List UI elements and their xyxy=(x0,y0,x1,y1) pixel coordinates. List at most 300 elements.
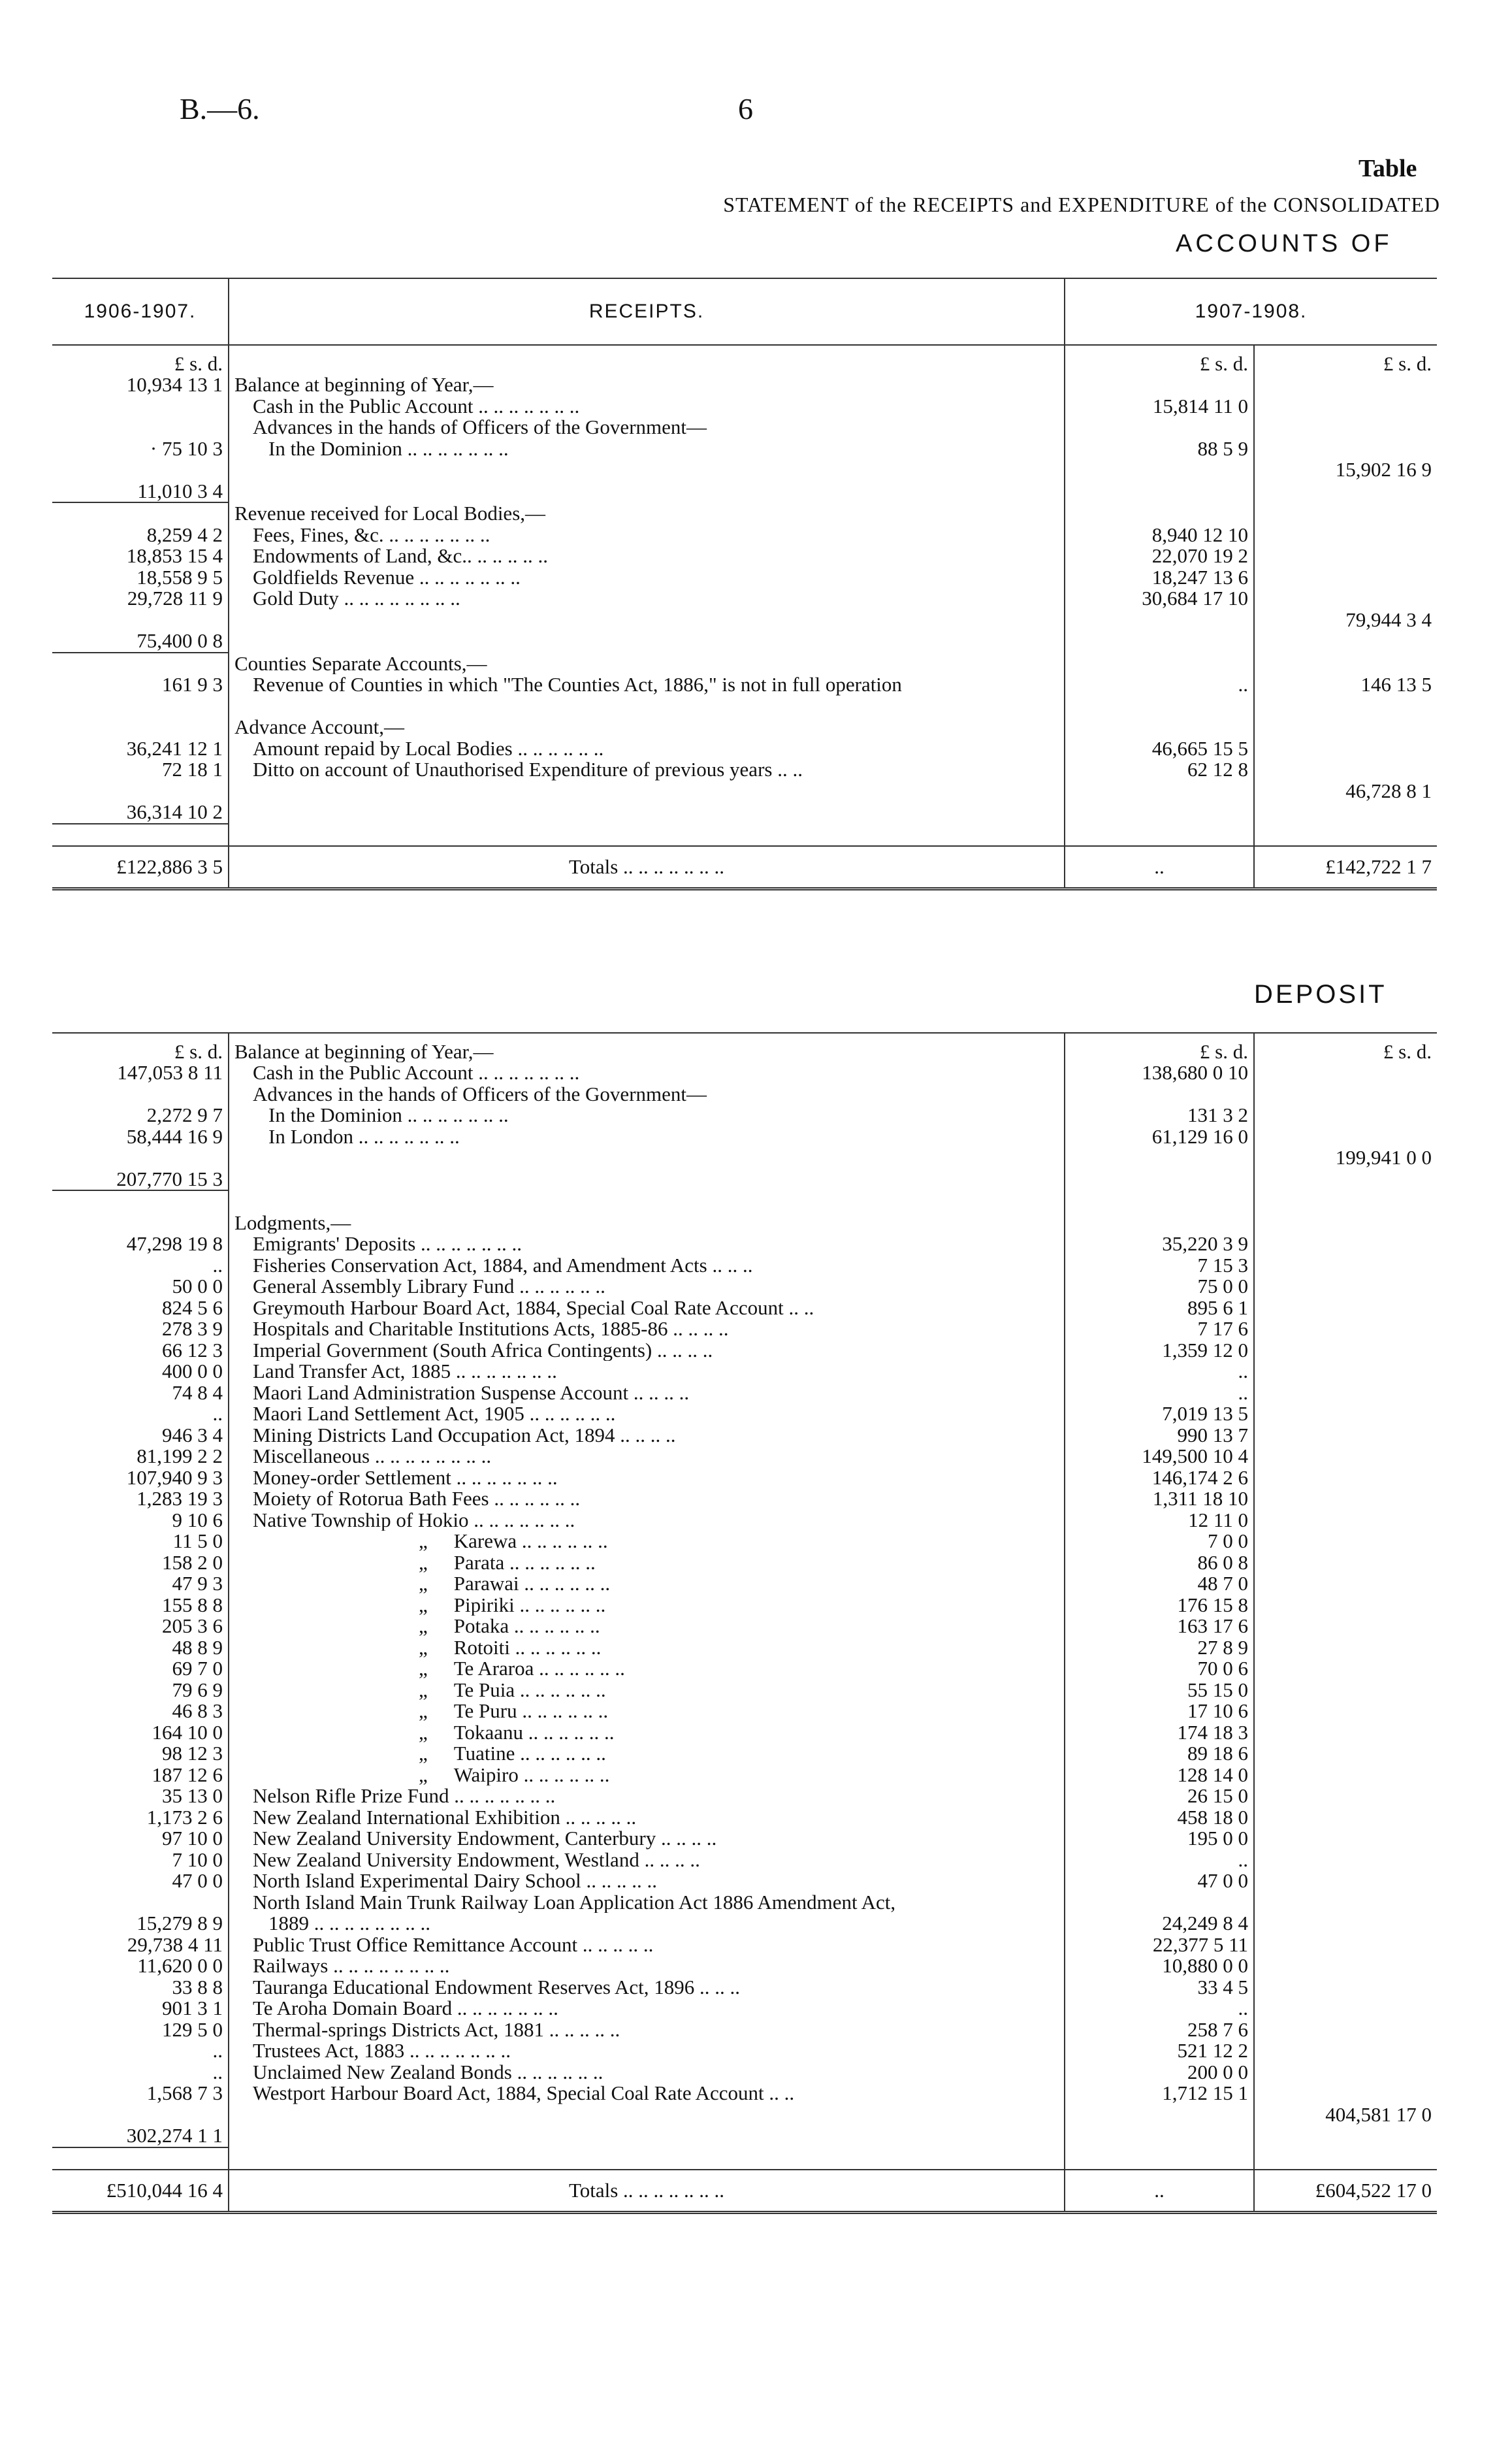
amount-total xyxy=(1254,1828,1437,1850)
table-row xyxy=(52,1403,1437,1425)
table-row xyxy=(52,438,1437,460)
ditto-mark: „ xyxy=(419,1743,428,1765)
amount-prev: .. xyxy=(212,1403,223,1425)
amount-total xyxy=(1254,417,1437,438)
amount-total xyxy=(1254,2125,1437,2147)
table-row xyxy=(52,417,1437,438)
ditto-mark: „ xyxy=(419,1658,428,1680)
row-description: Mining Districts Land Occupation Act, 1894 .. .. .. .. xyxy=(229,1425,1065,1446)
amount-detail: 22,070 19 2 xyxy=(1065,546,1254,567)
deposit-title: DEPOSIT xyxy=(1254,980,1387,1009)
row-description: Fisheries Conservation Act, 1884, and Amendment Acts .. .. .. xyxy=(229,1255,1065,1277)
amount-prev: 302,274 1 1 xyxy=(52,2125,229,2147)
amount-total xyxy=(1254,2062,1437,2083)
row-description xyxy=(229,1616,1065,1637)
receipts-table xyxy=(52,278,1437,890)
amount-total xyxy=(1254,1276,1437,1297)
table-row xyxy=(52,1934,1437,1956)
row-description xyxy=(229,696,1065,717)
table-row xyxy=(52,502,1437,525)
amount-total xyxy=(1254,824,1437,847)
table-row xyxy=(52,1126,1437,1148)
amount-total xyxy=(1254,1510,1437,1531)
table-row xyxy=(52,1998,1437,2019)
amount-total xyxy=(1254,1722,1437,1744)
table-row xyxy=(52,546,1437,567)
amount-prev: 9 10 6 xyxy=(172,1509,223,1531)
amount-prev xyxy=(52,696,229,717)
table-row xyxy=(52,525,1437,546)
row-description: In the Dominion .. .. .. .. .. .. .. xyxy=(229,438,1065,460)
table-row xyxy=(52,1255,1437,1277)
amount-total xyxy=(1254,1913,1437,1934)
table-row xyxy=(52,1510,1437,1531)
amount-prev xyxy=(52,2104,229,2126)
amount-total xyxy=(1254,1467,1437,1489)
township-name: Tuatine .. .. .. .. .. .. xyxy=(453,1743,606,1765)
amount-detail xyxy=(1065,1892,1254,1914)
amount-prev: 946 3 4 xyxy=(162,1424,223,1446)
row-description: Endowments of Land, &c.. .. .. .. .. .. xyxy=(229,546,1065,567)
unit-prev: £ s. d. xyxy=(174,1039,223,1062)
amount-total: 199,941 0 0 xyxy=(1335,1147,1432,1169)
amount-total xyxy=(1254,1084,1437,1105)
table-row xyxy=(52,1169,1437,1191)
row-description xyxy=(229,1531,1065,1552)
amount-detail: 24,249 8 4 xyxy=(1065,1913,1254,1934)
amount-detail: 176 15 8 xyxy=(1065,1595,1254,1616)
col-1906-1907: 1906-1907. xyxy=(52,278,229,345)
township-name: Te Puia .. .. .. .. .. .. xyxy=(453,1679,606,1701)
township-name: Waipiro .. .. .. .. .. .. xyxy=(453,1764,610,1786)
amount-total xyxy=(1254,1531,1437,1552)
amount-detail xyxy=(1065,1084,1254,1105)
amount-total xyxy=(1254,1361,1437,1382)
unit-a: £ s. d. xyxy=(1065,1033,1254,1062)
row-description xyxy=(229,459,1065,481)
accounts-of: ACCOUNTS OF xyxy=(1176,230,1392,257)
row-description: Westport Harbour Board Act, 1884, Special Coal Rate Account .. .. xyxy=(229,2083,1065,2104)
table-row xyxy=(52,1616,1437,1637)
amount-total xyxy=(1254,525,1437,546)
amount-detail xyxy=(1065,630,1254,653)
row-description: New Zealand University Endowment, Westland .. .. .. .. xyxy=(229,1850,1065,1871)
amount-detail xyxy=(1065,2147,1254,2170)
amount-prev: 278 3 9 xyxy=(162,1318,223,1340)
table-row xyxy=(52,1531,1437,1552)
amount-prev: · 75 10 3 xyxy=(150,438,223,459)
table-row xyxy=(52,1892,1437,1914)
row-description xyxy=(229,630,1065,653)
table-row xyxy=(52,802,1437,824)
amount-detail xyxy=(1065,1213,1254,1234)
table-row xyxy=(52,374,1437,396)
amount-detail: 88 5 9 xyxy=(1065,438,1254,460)
amount-prev: 11,620 0 0 xyxy=(137,1955,223,1977)
amount-prev xyxy=(52,717,229,738)
row-description xyxy=(229,1680,1065,1701)
table-row xyxy=(52,1213,1437,1234)
amount-detail: 990 13 7 xyxy=(1065,1425,1254,1446)
row-description: Counties Separate Accounts,— xyxy=(229,653,1065,675)
unit-t: £ s. d. xyxy=(1383,1039,1432,1062)
amount-prev xyxy=(52,610,229,631)
amount-prev xyxy=(52,1084,229,1105)
row-description: Public Trust Office Remittance Account .. .. .. .. .. xyxy=(229,1934,1065,1956)
amount-detail: 86 0 8 xyxy=(1065,1552,1254,1574)
row-description: Unclaimed New Zealand Bonds .. .. .. .. .. .. xyxy=(229,2062,1065,2083)
table-row xyxy=(52,781,1437,802)
amount-prev: 35 13 0 xyxy=(162,1786,223,1807)
unit-a: £ s. d. xyxy=(1065,345,1254,374)
total-t: £604,522 17 0 xyxy=(1254,2170,1437,2213)
amount-detail xyxy=(1065,1190,1254,1213)
amount-total xyxy=(1254,2147,1437,2170)
amount-total xyxy=(1254,1190,1437,1213)
row-description xyxy=(229,1169,1065,1191)
total-prev: £510,044 16 4 xyxy=(52,2170,229,2213)
township-name: Pipiriki .. .. .. .. .. .. xyxy=(453,1594,606,1616)
row-description: Nelson Rifle Prize Fund .. .. .. .. .. .. .. xyxy=(229,1786,1065,1807)
amount-total xyxy=(1254,1552,1437,1574)
row-description: Advances in the hands of Officers of the Government— xyxy=(229,1084,1065,1105)
amount-total xyxy=(1254,1488,1437,1510)
amount-prev: 75,400 0 8 xyxy=(52,630,229,653)
amount-detail: 89 18 6 xyxy=(1065,1743,1254,1765)
table-row xyxy=(52,1701,1437,1722)
amount-detail: 26 15 0 xyxy=(1065,1786,1254,1807)
row-description: Maori Land Administration Suspense Account .. .. .. .. xyxy=(229,1382,1065,1404)
table-row xyxy=(52,2040,1437,2062)
amount-detail xyxy=(1065,374,1254,396)
row-description: Hospitals and Charitable Institutions Acts, 1885-86 .. .. .. .. xyxy=(229,1318,1065,1340)
amount-detail: 12 11 0 xyxy=(1065,1510,1254,1531)
row-description: Trustees Act, 1883 .. .. .. .. .. .. .. xyxy=(229,2040,1065,2062)
amount-detail xyxy=(1065,2104,1254,2126)
amount-total xyxy=(1254,1297,1437,1319)
amount-prev: 18,853 15 4 xyxy=(126,546,223,567)
amount-prev: 36,241 12 1 xyxy=(126,738,223,759)
amount-prev: 36,314 10 2 xyxy=(52,802,229,824)
amount-total xyxy=(1254,1807,1437,1829)
amount-prev: 48 8 9 xyxy=(172,1637,223,1658)
amount-prev: 400 0 0 xyxy=(162,1361,223,1382)
amount-prev: .. xyxy=(212,1254,223,1276)
amount-total xyxy=(1254,1573,1437,1595)
table-row xyxy=(52,1977,1437,1998)
amount-detail: 18,247 13 6 xyxy=(1065,567,1254,589)
amount-detail: 8,940 12 10 xyxy=(1065,525,1254,546)
amount-prev: 47 9 3 xyxy=(172,1573,223,1595)
row-description xyxy=(229,2104,1065,2126)
col-receipts: RECEIPTS. xyxy=(229,278,1065,345)
amount-prev xyxy=(52,1892,229,1914)
row-description: Native Township of Hokio .. .. .. .. .. .. .. xyxy=(229,1510,1065,1531)
table-row xyxy=(52,1743,1437,1765)
amount-detail: 70 0 6 xyxy=(1065,1658,1254,1680)
table-row xyxy=(52,1190,1437,1213)
table-row xyxy=(52,1276,1437,1297)
amount-prev: 18,558 9 5 xyxy=(137,566,223,588)
table-row xyxy=(52,1913,1437,1934)
amount-total xyxy=(1254,1062,1437,1084)
amount-prev: 187 12 6 xyxy=(152,1764,223,1786)
amount-total xyxy=(1254,1616,1437,1637)
amount-detail: 7 0 0 xyxy=(1065,1531,1254,1552)
table-row xyxy=(52,696,1437,717)
amount-detail: 7,019 13 5 xyxy=(1065,1403,1254,1425)
row-description: Lodgments,— xyxy=(229,1213,1065,1234)
amount-total xyxy=(1254,1318,1437,1340)
amount-total xyxy=(1254,1786,1437,1807)
amount-total xyxy=(1254,588,1437,610)
table-row xyxy=(52,1446,1437,1467)
table-row xyxy=(52,1807,1437,1829)
table-row xyxy=(52,1062,1437,1084)
row-description: Balance at beginning of Year,— xyxy=(229,374,1065,396)
amount-total xyxy=(1254,546,1437,567)
row-description xyxy=(229,1701,1065,1722)
row-description: Te Aroha Domain Board .. .. .. .. .. .. .. xyxy=(229,1998,1065,2019)
amount-detail xyxy=(1065,481,1254,503)
amount-total xyxy=(1254,1955,1437,1977)
amount-detail: 1,712 15 1 xyxy=(1065,2083,1254,2104)
table-row xyxy=(52,1340,1437,1362)
amount-prev: 46 8 3 xyxy=(172,1701,223,1722)
unit-t: £ s. d. xyxy=(1383,351,1432,374)
amount-total xyxy=(1254,1892,1437,1914)
balance-heading: Balance at beginning of Year,— xyxy=(229,1033,1065,1062)
table-row xyxy=(52,610,1437,631)
row-description: Fees, Fines, &c. .. .. .. .. .. .. .. xyxy=(229,525,1065,546)
statement-title: STATEMENT of the RECEIPTS and EXPENDITURE of the CONSOLIDATED xyxy=(723,193,1440,216)
table-row xyxy=(52,2147,1437,2170)
table-row xyxy=(52,630,1437,653)
amount-prev: 29,738 4 11 xyxy=(127,1934,223,1955)
row-description xyxy=(229,802,1065,824)
amount-prev xyxy=(52,417,229,438)
amount-total xyxy=(1254,396,1437,417)
amount-prev: 72 18 1 xyxy=(162,759,223,781)
table-row xyxy=(52,653,1437,675)
row-description: In London .. .. .. .. .. .. .. xyxy=(229,1126,1065,1148)
amount-total: 404,581 17 0 xyxy=(1325,2104,1432,2125)
amount-prev xyxy=(52,1147,229,1169)
amount-total xyxy=(1254,1446,1437,1467)
amount-prev xyxy=(52,1190,229,1213)
table-row xyxy=(52,1105,1437,1126)
table-row xyxy=(52,459,1437,481)
amount-detail: 61,129 16 0 xyxy=(1065,1126,1254,1148)
amount-detail: .. xyxy=(1065,674,1254,696)
table-word: Table xyxy=(1359,155,1417,182)
table-row xyxy=(52,1297,1437,1319)
amount-detail: 1,311 18 10 xyxy=(1065,1488,1254,1510)
amount-total xyxy=(1254,1658,1437,1680)
table-row xyxy=(52,1552,1437,1574)
row-description: Money-order Settlement .. .. .. .. .. .. .. xyxy=(229,1467,1065,1489)
amount-detail: .. xyxy=(1065,1998,1254,2019)
row-description: Ditto on account of Unauthorised Expenditure of previous years .. .. xyxy=(229,759,1065,781)
amount-detail xyxy=(1065,1147,1254,1169)
total-a: .. xyxy=(1065,2170,1254,2213)
amount-detail: 174 18 3 xyxy=(1065,1722,1254,1744)
row-description xyxy=(229,1147,1065,1169)
total-prev: £122,886 3 5 xyxy=(52,846,229,889)
ditto-mark: „ xyxy=(419,1552,428,1573)
township-name: Tokaanu .. .. .. .. .. .. xyxy=(453,1721,615,1743)
row-description: New Zealand University Endowment, Canterbury .. .. .. .. xyxy=(229,1828,1065,1850)
amount-total xyxy=(1254,738,1437,760)
amount-detail: 33 4 5 xyxy=(1065,1977,1254,1998)
row-description: General Assembly Library Fund .. .. .. .. .. .. xyxy=(229,1276,1065,1297)
amount-detail xyxy=(1065,802,1254,824)
amount-detail: 7 17 6 xyxy=(1065,1318,1254,1340)
amount-detail: 149,500 10 4 xyxy=(1065,1446,1254,1467)
township-name: Te Araroa .. .. .. .. .. .. xyxy=(453,1658,625,1680)
amount-prev: 1,173 2 6 xyxy=(146,1806,223,1828)
amount-prev xyxy=(52,781,229,802)
amount-prev xyxy=(52,653,229,675)
amount-total xyxy=(1254,567,1437,589)
amount-total: 79,944 3 4 xyxy=(1345,609,1432,630)
amount-total xyxy=(1254,2019,1437,2041)
amount-detail: 48 7 0 xyxy=(1065,1573,1254,1595)
table-row xyxy=(52,1595,1437,1616)
ditto-mark: „ xyxy=(419,1637,428,1658)
amount-detail xyxy=(1065,717,1254,738)
table-row xyxy=(52,2125,1437,2147)
row-description xyxy=(229,1765,1065,1786)
amount-detail: 138,680 0 10 xyxy=(1065,1062,1254,1084)
table-row xyxy=(52,1765,1437,1786)
page-ref: B.—6. xyxy=(180,92,260,125)
row-description: Thermal-springs Districts Act, 1881 .. .. .. .. .. xyxy=(229,2019,1065,2041)
township-name: Potaka .. .. .. .. .. .. xyxy=(453,1616,600,1637)
table-row xyxy=(52,588,1437,610)
amount-detail: .. xyxy=(1065,1850,1254,1871)
table-row xyxy=(52,1658,1437,1680)
amount-detail: .. xyxy=(1065,1361,1254,1382)
amount-prev xyxy=(52,396,229,417)
amount-prev: 15,279 8 9 xyxy=(137,1913,223,1934)
amount-prev: 129 5 0 xyxy=(162,2019,223,2040)
township-name: Parawai .. .. .. .. .. .. xyxy=(453,1573,611,1595)
amount-detail: 195 0 0 xyxy=(1065,1828,1254,1850)
amount-detail xyxy=(1065,1169,1254,1191)
amount-detail: 15,814 11 0 xyxy=(1065,396,1254,417)
amount-detail xyxy=(1065,610,1254,631)
unit-prev: £ s. d. xyxy=(174,351,223,374)
row-description xyxy=(229,1552,1065,1574)
row-description: Greymouth Harbour Board Act, 1884, Special Coal Rate Account .. .. xyxy=(229,1297,1065,1319)
table-row xyxy=(52,2019,1437,2041)
amount-prev: 147,053 8 11 xyxy=(117,1062,223,1084)
amount-total xyxy=(1254,696,1437,717)
page-number: 6 xyxy=(738,92,753,125)
table-row xyxy=(52,1361,1437,1382)
table-row xyxy=(52,481,1437,503)
amount-prev: 81,199 2 2 xyxy=(137,1446,223,1467)
table-row xyxy=(52,1425,1437,1446)
row-description: 1889 .. .. .. .. .. .. .. .. xyxy=(229,1913,1065,1934)
table-row xyxy=(52,717,1437,738)
table-row xyxy=(52,1488,1437,1510)
total-a: .. xyxy=(1065,846,1254,889)
amount-total: 46,728 8 1 xyxy=(1345,780,1432,802)
amount-detail: 22,377 5 11 xyxy=(1065,1934,1254,1956)
township-name: Rotoiti .. .. .. .. .. .. xyxy=(453,1637,602,1658)
amount-prev: .. xyxy=(212,2061,223,2083)
row-description xyxy=(229,1722,1065,1744)
row-description: Cash in the Public Account .. .. .. .. .. .. .. xyxy=(229,396,1065,417)
amount-prev: 901 3 1 xyxy=(162,1998,223,2019)
amount-detail xyxy=(1065,2125,1254,2147)
amount-total: 15,902 16 9 xyxy=(1335,459,1432,481)
col-1907-1908: 1907-1908. xyxy=(1065,278,1437,345)
amount-detail xyxy=(1065,696,1254,717)
amount-total xyxy=(1254,1105,1437,1126)
amount-total xyxy=(1254,374,1437,396)
amount-total xyxy=(1254,1340,1437,1362)
amount-total xyxy=(1254,2083,1437,2104)
ditto-mark: „ xyxy=(419,1616,428,1637)
amount-total xyxy=(1254,1977,1437,1998)
row-description: Cash in the Public Account .. .. .. .. .. .. .. xyxy=(229,1062,1065,1084)
table-row xyxy=(52,1637,1437,1659)
table-row xyxy=(52,1084,1437,1105)
ditto-mark: „ xyxy=(419,1721,428,1743)
row-description: Revenue of Counties in which "The Counties Act, 1886," is not in full operation xyxy=(229,674,1065,696)
table-row xyxy=(52,1233,1437,1255)
amount-prev: 33 8 8 xyxy=(172,1976,223,1998)
amount-total xyxy=(1254,653,1437,675)
total-t: £142,722 1 7 xyxy=(1254,846,1437,889)
amount-total xyxy=(1254,1850,1437,1871)
amount-prev: 11,010 3 4 xyxy=(52,481,229,503)
amount-prev: 164 10 0 xyxy=(152,1721,223,1743)
table-row xyxy=(52,824,1437,847)
table-row xyxy=(52,1828,1437,1850)
ditto-mark: „ xyxy=(419,1594,428,1616)
amount-prev: 66 12 3 xyxy=(162,1339,223,1361)
row-description xyxy=(229,1190,1065,1213)
table-row xyxy=(52,1870,1437,1892)
amount-prev: 158 2 0 xyxy=(162,1552,223,1573)
amount-detail: 10,880 0 0 xyxy=(1065,1955,1254,1977)
amount-detail: 75 0 0 xyxy=(1065,1276,1254,1297)
row-description xyxy=(229,2147,1065,2170)
amount-detail xyxy=(1065,781,1254,802)
row-description xyxy=(229,781,1065,802)
amount-total xyxy=(1254,1126,1437,1148)
amount-detail xyxy=(1065,417,1254,438)
amount-total xyxy=(1254,1998,1437,2019)
row-description: Emigrants' Deposits .. .. .. .. .. .. .. xyxy=(229,1233,1065,1255)
amount-prev: 161 9 3 xyxy=(162,674,223,696)
row-description: Advance Account,— xyxy=(229,717,1065,738)
table-row xyxy=(52,1955,1437,1977)
amount-total xyxy=(1254,717,1437,738)
amount-total xyxy=(1254,1213,1437,1234)
row-description: Railways .. .. .. .. .. .. .. .. xyxy=(229,1955,1065,1977)
row-description: Imperial Government (South Africa Contingents) .. .. .. .. xyxy=(229,1340,1065,1362)
table-row xyxy=(52,2104,1437,2126)
amount-total xyxy=(1254,481,1437,503)
amount-prev: 155 8 8 xyxy=(162,1594,223,1616)
amount-total xyxy=(1254,630,1437,653)
amount-prev xyxy=(52,824,229,847)
